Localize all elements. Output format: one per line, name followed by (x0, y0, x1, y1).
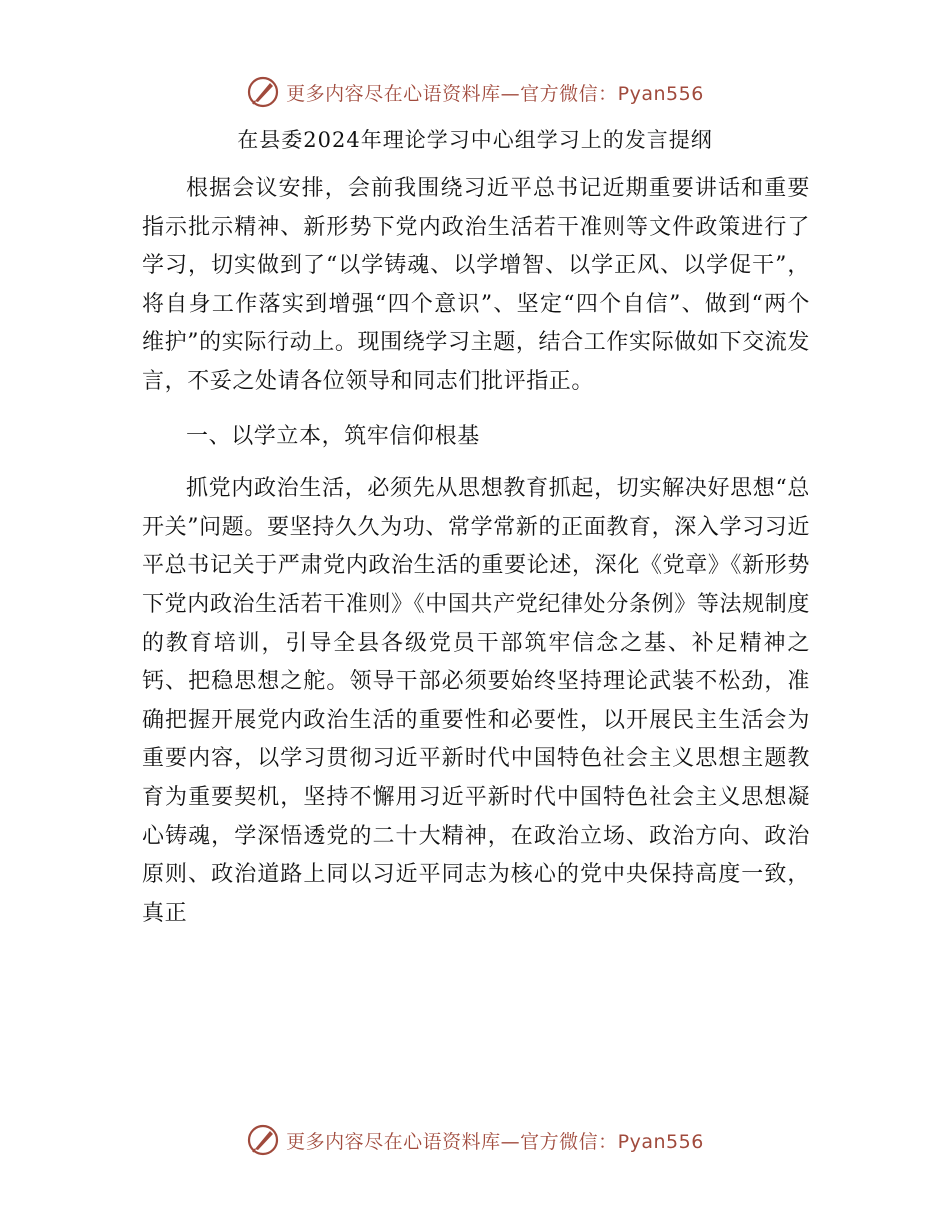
document-body (142, 170, 810, 933)
watermark-text: 更多内容尽在心语资料库—官方微信：Pyan556 (286, 82, 704, 105)
quill-pen-circle-icon (246, 75, 280, 109)
intro-paragraph: 根据会议安排，会前我围绕习近平总书记近期重要讲话和重要指示批示精神、新形势下党内政治生活若干准则等文件政策进行了学习，切实做到了“以学铸魂、以学增智、以学正风、以学促干”，将自身工作落实到增强“四个意识”、坚定“四个自信”、做到“两个维护”的实际行动上。现围绕学习主题，结合工作实际做如下交流发言，不妥之处请各位领导和同志们批评指正。 (142, 176, 810, 394)
quill-pen-circle-icon (246, 1123, 280, 1157)
watermark-banner-top (0, 72, 950, 112)
watermark-banner-bottom (0, 1120, 950, 1160)
section-heading-1: 一、以学立本，筑牢信仰根基 (186, 423, 480, 449)
document-title: 在县委2024年理论学习中心组学习上的发言提纲 (237, 128, 713, 152)
watermark-text: 更多内容尽在心语资料库—官方微信：Pyan556 (286, 1130, 704, 1153)
section-1-paragraph: 抓党内政治生活，必须先从思想教育抓起，切实解决好思想“总开关”问题。要坚持久久为功、常学常新的正面教育，深入学习习近平总书记关于严肃党内政治生活的重要论述，深化《党章》《新形势下党内政治生活若干准则》《中国共产党纪律处分条例》等法规制度的教育培训，引导全县各级党员干部筑牢信念之基、补足精神之钙、把稳思想之舵。领导干部必须要始终坚持理论武装不松劲，准确把握开展党内政治生活的重要性和必要性，以开展民主生活会为重要内容，以学习贯彻习近平新时代中国特色社会主义思想主题教育为重要契机，坚持不懈用习近平新时代中国特色社会主义思想凝心铸魂，学深悟透党的二十大精神，在政治立场、政治方向、政治原则、政治道路上同以习近平同志为核心的党中央保持高度一致，真正 (142, 476, 810, 926)
